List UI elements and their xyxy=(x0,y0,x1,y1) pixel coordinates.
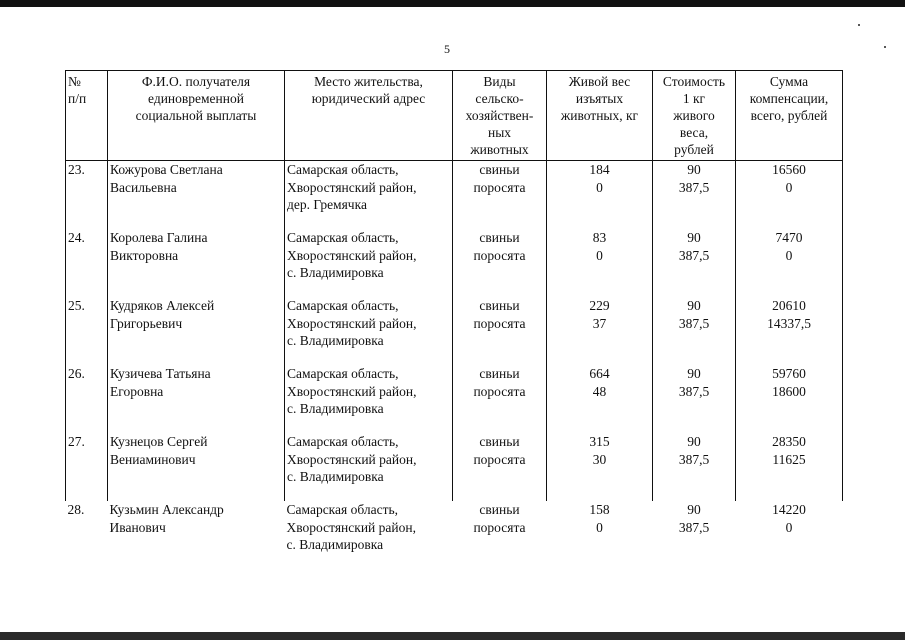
address-line: Хворостянский район, xyxy=(286,519,416,535)
recipient-name-line: Григорьевич xyxy=(110,315,183,331)
row-number: 28. xyxy=(67,502,85,517)
row-number-cell xyxy=(66,161,108,230)
live-weight-cell xyxy=(547,161,653,230)
scan-speck xyxy=(858,24,860,26)
animal-types-line: поросята xyxy=(473,383,526,399)
price-per-kg-line: 90 xyxy=(687,502,701,517)
address-line: Самарская область, xyxy=(287,366,399,381)
price-per-kg-line: 90 xyxy=(687,298,701,313)
price-per-kg-line: 90 xyxy=(687,434,701,449)
scan-bottom-border xyxy=(0,632,905,640)
header-price-per-kg xyxy=(653,71,736,161)
scan-speck xyxy=(884,46,886,48)
address-line: Самарская область, xyxy=(287,162,399,177)
total-compensation-cell xyxy=(736,365,843,433)
live-weight-line: 315 xyxy=(589,434,610,449)
row-number: 25. xyxy=(68,298,85,313)
price-per-kg-line: 90 xyxy=(687,366,701,381)
header-live-weight xyxy=(547,71,653,161)
header-text: юридический адрес xyxy=(311,91,426,106)
compensation-table xyxy=(65,70,843,569)
animal-types-cell xyxy=(453,297,547,365)
address-cell xyxy=(285,161,453,230)
recipient-name-line: Кузичева Татьяна xyxy=(110,366,211,381)
header-text: п/п xyxy=(68,91,87,106)
live-weight-line: 83 xyxy=(592,230,607,245)
recipient-name-line: Кузьмин Александр xyxy=(109,502,224,517)
recipient-name-line: Кудряков Алексей xyxy=(110,298,215,313)
live-weight-cell xyxy=(547,365,653,433)
price-per-kg-cell xyxy=(653,365,736,433)
header-text: Живой вес xyxy=(568,74,631,89)
header-text: Сумма xyxy=(769,74,809,89)
live-weight-line: 48 xyxy=(592,383,607,399)
header-text: № xyxy=(68,74,81,89)
animal-types-line: свиньи xyxy=(479,162,520,177)
total-compensation-cell xyxy=(736,161,843,230)
total-compensation-line: 59760 xyxy=(772,366,806,381)
address-line: с. Владимировка xyxy=(287,469,384,484)
header-text: веса, xyxy=(679,125,709,140)
live-weight-line: 229 xyxy=(589,298,610,313)
total-compensation-line: 14337,5 xyxy=(767,315,811,331)
price-per-kg-line: 90 xyxy=(687,230,701,245)
price-per-kg-line: 387,5 xyxy=(678,315,710,331)
total-compensation-cell xyxy=(736,229,843,297)
live-weight-line: 0 xyxy=(596,179,603,195)
recipient-name-line: Кожурова Светлана xyxy=(110,162,223,177)
header-text: компенсации, xyxy=(749,91,829,106)
recipient-name-cell xyxy=(108,433,285,501)
row-number-cell xyxy=(66,229,108,297)
price-per-kg-cell xyxy=(653,297,736,365)
header-text: рублей xyxy=(674,142,714,157)
header-text: животных, кг xyxy=(560,108,639,123)
address-line: Хворостянский район, xyxy=(287,247,417,263)
address-line: Самарская область, xyxy=(286,502,399,517)
address-line: Хворостянский район, xyxy=(287,383,417,399)
price-per-kg-cell xyxy=(653,229,736,297)
table-header xyxy=(66,71,843,161)
price-per-kg-cell xyxy=(653,161,736,230)
address-line: с. Владимировка xyxy=(286,537,384,552)
address-line: с. Владимировка xyxy=(287,265,384,280)
live-weight-line: 158 xyxy=(589,502,610,517)
recipient-name-line: Королева Галина xyxy=(110,230,208,245)
header-text: всего, рублей xyxy=(750,108,828,123)
address-line: с. Владимировка xyxy=(287,401,384,416)
animal-types-line: поросята xyxy=(473,451,526,467)
animal-types-line: свиньи xyxy=(479,502,520,517)
address-line: дер. Гремячка xyxy=(287,197,367,212)
live-weight-line: 37 xyxy=(592,315,607,331)
recipient-name-cell xyxy=(108,161,285,230)
header-address xyxy=(285,71,453,161)
animal-types-line: поросята xyxy=(473,179,526,195)
recipient-name-line: Егоровна xyxy=(110,383,164,399)
address-cell xyxy=(285,297,453,365)
animal-types-line: свиньи xyxy=(479,434,520,449)
recipient-name-cell xyxy=(108,229,285,297)
table-row xyxy=(66,365,843,433)
header-animal-types xyxy=(453,71,547,161)
header-text: Виды xyxy=(483,74,516,89)
row-number: 23. xyxy=(68,162,85,177)
header-text: ных xyxy=(487,125,512,140)
total-compensation-line: 20610 xyxy=(772,298,806,313)
recipient-name-line: Кузнецов Сергей xyxy=(110,434,208,449)
address-line: Хворостянский район, xyxy=(287,179,417,195)
recipient-name-line: Иванович xyxy=(109,519,166,535)
address-cell xyxy=(285,501,453,569)
total-compensation-line: 0 xyxy=(785,179,793,195)
animal-types-line: поросята xyxy=(473,315,526,331)
price-per-kg-line: 387,5 xyxy=(678,519,710,535)
price-per-kg-line: 387,5 xyxy=(678,179,710,195)
animal-types-line: свиньи xyxy=(479,298,520,313)
live-weight-line: 184 xyxy=(589,162,610,177)
header-total-compensation xyxy=(736,71,843,161)
live-weight-line: 30 xyxy=(592,451,607,467)
row-number: 26. xyxy=(68,366,85,381)
address-line: с. Владимировка xyxy=(287,333,384,348)
recipient-name-cell xyxy=(108,365,285,433)
price-per-kg-cell xyxy=(653,501,736,569)
animal-types-cell xyxy=(453,501,547,569)
table-row xyxy=(66,229,843,297)
page-number: 5 xyxy=(444,42,450,56)
row-number-cell xyxy=(66,365,108,433)
header-text: Место жительства, xyxy=(314,74,423,89)
header-text: изъятых xyxy=(575,91,624,106)
total-compensation-line: 7470 xyxy=(775,230,803,245)
total-compensation-cell xyxy=(736,297,843,365)
table-row xyxy=(66,433,843,501)
header-recipient-name xyxy=(108,71,285,161)
address-cell xyxy=(285,365,453,433)
header-row xyxy=(66,71,843,161)
price-per-kg-line: 387,5 xyxy=(678,383,710,399)
live-weight-cell xyxy=(547,501,653,569)
recipient-name-cell xyxy=(108,501,285,569)
total-compensation-cell xyxy=(736,501,843,569)
row-number-cell xyxy=(66,433,108,501)
live-weight-line: 0 xyxy=(596,247,603,263)
recipient-name-line: Вениаминович xyxy=(110,451,196,467)
address-line: Хворостянский район, xyxy=(287,451,417,467)
animal-types-cell xyxy=(453,433,547,501)
total-compensation-line: 11625 xyxy=(772,451,806,467)
address-cell xyxy=(285,433,453,501)
row-number-cell xyxy=(66,501,108,569)
header-text: Ф.И.О. получателя xyxy=(141,74,251,89)
address-line: Хворостянский район, xyxy=(287,315,417,331)
address-line: Самарская область, xyxy=(287,434,399,449)
price-per-kg-line: 90 xyxy=(687,162,701,177)
header-text: социальной выплаты xyxy=(135,108,257,123)
recipient-name-line: Васильевна xyxy=(110,179,177,195)
row-number: 24. xyxy=(68,230,85,245)
total-compensation-line: 28350 xyxy=(772,434,806,449)
live-weight-cell xyxy=(547,229,653,297)
total-compensation-line: 0 xyxy=(785,247,793,263)
animal-types-cell xyxy=(453,365,547,433)
total-compensation-line: 16560 xyxy=(772,162,806,177)
table-row xyxy=(66,501,843,569)
table-body xyxy=(66,161,843,570)
scan-top-border xyxy=(0,0,905,7)
address-line: Самарская область, xyxy=(287,230,399,245)
address-line: Самарская область, xyxy=(287,298,399,313)
total-compensation-line: 14220 xyxy=(772,502,806,517)
animal-types-cell xyxy=(453,229,547,297)
header-text: 1 кг xyxy=(682,91,706,106)
header-text: животных xyxy=(470,142,529,157)
total-compensation-cell xyxy=(736,433,843,501)
address-cell xyxy=(285,229,453,297)
animal-types-line: свиньи xyxy=(479,366,520,381)
price-per-kg-line: 387,5 xyxy=(678,451,710,467)
live-weight-line: 664 xyxy=(589,366,610,381)
table-row xyxy=(66,297,843,365)
total-compensation-line: 0 xyxy=(785,519,793,535)
price-per-kg-cell xyxy=(653,433,736,501)
live-weight-cell xyxy=(547,297,653,365)
animal-types-cell xyxy=(453,161,547,230)
row-number-cell xyxy=(66,297,108,365)
animal-types-line: поросята xyxy=(473,247,526,263)
table-row xyxy=(66,161,843,230)
header-text: живого xyxy=(673,108,715,123)
animal-types-line: поросята xyxy=(473,519,526,535)
recipient-name-cell xyxy=(108,297,285,365)
price-per-kg-line: 387,5 xyxy=(678,247,710,263)
animal-types-line: свиньи xyxy=(479,230,520,245)
header-text: сельско- xyxy=(475,91,524,106)
total-compensation-line: 18600 xyxy=(772,383,806,399)
header-text: хозяйствен- xyxy=(465,108,534,123)
header-text: Стоимость xyxy=(662,74,726,89)
recipient-name-line: Викторовна xyxy=(110,247,179,263)
live-weight-cell xyxy=(547,433,653,501)
header-text: единовременной xyxy=(148,91,244,106)
header-number xyxy=(66,71,108,161)
live-weight-line: 0 xyxy=(596,519,603,535)
row-number: 27. xyxy=(68,434,85,449)
